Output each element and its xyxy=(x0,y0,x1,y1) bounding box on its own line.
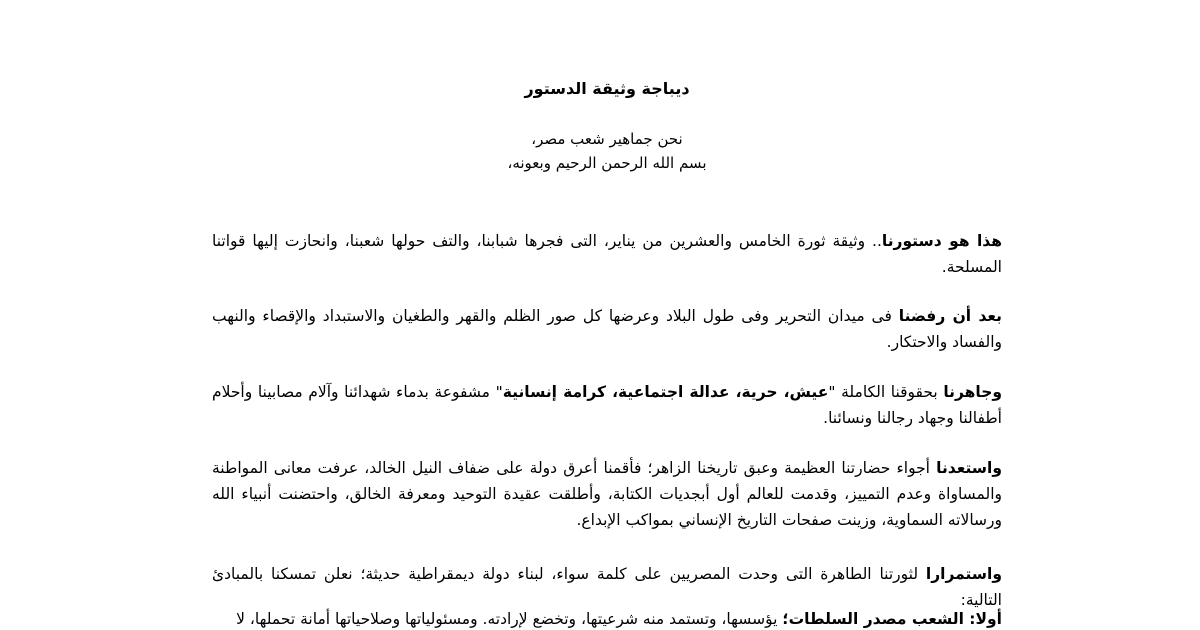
paragraph-2-text: فى ميدان التحرير وفى طول البلاد وعرضها كل صور الظلم والقهر والطغيان والاستبداد والإقصاء والنهب والفساد والاحتكار. xyxy=(212,307,1002,351)
paragraph-5-lead: واستمرارا xyxy=(925,565,1002,583)
paragraph-2 xyxy=(212,303,1002,355)
paragraph-2-lead: بعد أن رفضنا xyxy=(898,307,1002,325)
paragraph-3-quote: عيش، حرية، عدالة اجتماعية، كرامة إنسانية xyxy=(502,383,829,401)
paragraph-6 xyxy=(212,606,1002,630)
paragraph-3 xyxy=(212,379,1002,431)
paragraph-1-lead: هذا هو دستورنا xyxy=(881,232,1002,250)
paragraph-4 xyxy=(212,455,1002,533)
paragraph-3-lead: وجاهرنا xyxy=(943,383,1002,401)
paragraph-6-lead: أولا: الشعب مصدر السلطات؛ xyxy=(782,610,1002,628)
paragraph-3-text: بحقوقنا الكاملة " xyxy=(828,383,944,401)
opening-line-2: بسم الله الرحمن الرحيم وبعونه، xyxy=(507,154,707,172)
paragraph-4-text: أجواء حضارتنا العظيمة وعبق تاريخنا الزاهر؛ فأقمنا أعرق دولة على ضفاف النيل الخالد، عرفت معانى المواطنة والمساواة وعدم التمييز، وقدمت للعالم أول أبجديات الكتابة، وأطلقت عقيدة التوحيد ومعرفة الخالق، واحتضنت أنبياء الله ورسالاته السماوية، وزينت صفحات التاريخ الإنساني بمواكب الإبداع. xyxy=(212,459,1002,529)
opening-block xyxy=(212,127,1002,175)
paragraph-1 xyxy=(212,228,1002,280)
document-title: ديباجة وثيقة الدستور xyxy=(524,79,690,98)
paragraph-3-text-after: " مشفوعة بدماء شهدائنا وآلام مصابينا وأحلام أطفالنا وجهاد رجالنا ونسائنا. xyxy=(212,383,1002,427)
paragraph-5-text: لثورتنا الطاهرة التى وحدت المصريين على كلمة سواء، لبناء دولة ديمقراطية حديثة؛ نعلن تمسكنا بالمبادئ التالية: xyxy=(212,565,1002,609)
opening-line-1: نحن جماهير شعب مصر، xyxy=(531,130,683,148)
paragraph-4-lead: واستعدنا xyxy=(936,459,1002,477)
paragraph-1-text: .. وثيقة ثورة الخامس والعشرين من يناير، التى فجرها شبابنا، والتف حولها شعبنا، وانحازت إليها قواتنا المسلحة. xyxy=(212,232,1002,276)
paragraph-6-text: يؤسسها، وتستمد منه شرعيتها، وتخضع لإرادته. ومسئولياتها وصلاحياتها أمانة تحملها، لا xyxy=(236,610,783,628)
